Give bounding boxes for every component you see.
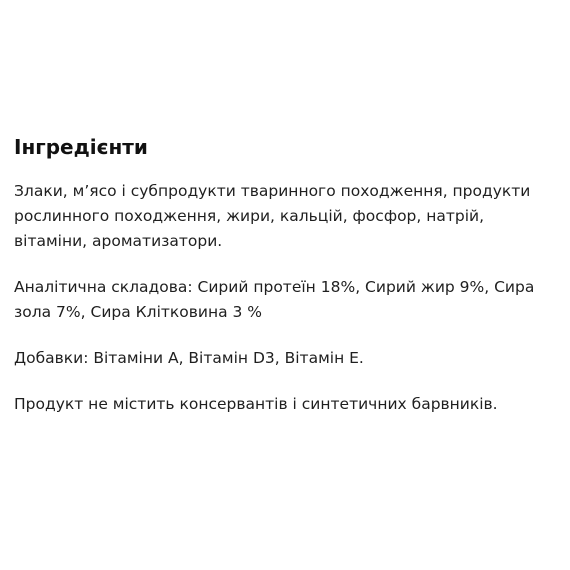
preservatives-note-text: Продукт не містить консервантів і синтетичних барвників. <box>14 395 498 413</box>
additives-text: Добавки: Вітаміни А, Вітамін D3, Вітамін Е. <box>14 349 364 367</box>
analytical-composition-text: Аналітична складова: Сирий протеїн 18%, Сирий жир 9%, Сира зола 7%, Сира Клітковина 3 % <box>14 278 535 321</box>
composition-text: Злаки, м’ясо і субпродукти тваринного походження, продукти рослинного походження, жири, кальцій, фосфор, натрій, вітаміни, ароматизатори. <box>14 182 531 250</box>
ingredients-heading: Інгредієнти <box>14 135 148 159</box>
ingredients-section <box>14 134 560 438</box>
